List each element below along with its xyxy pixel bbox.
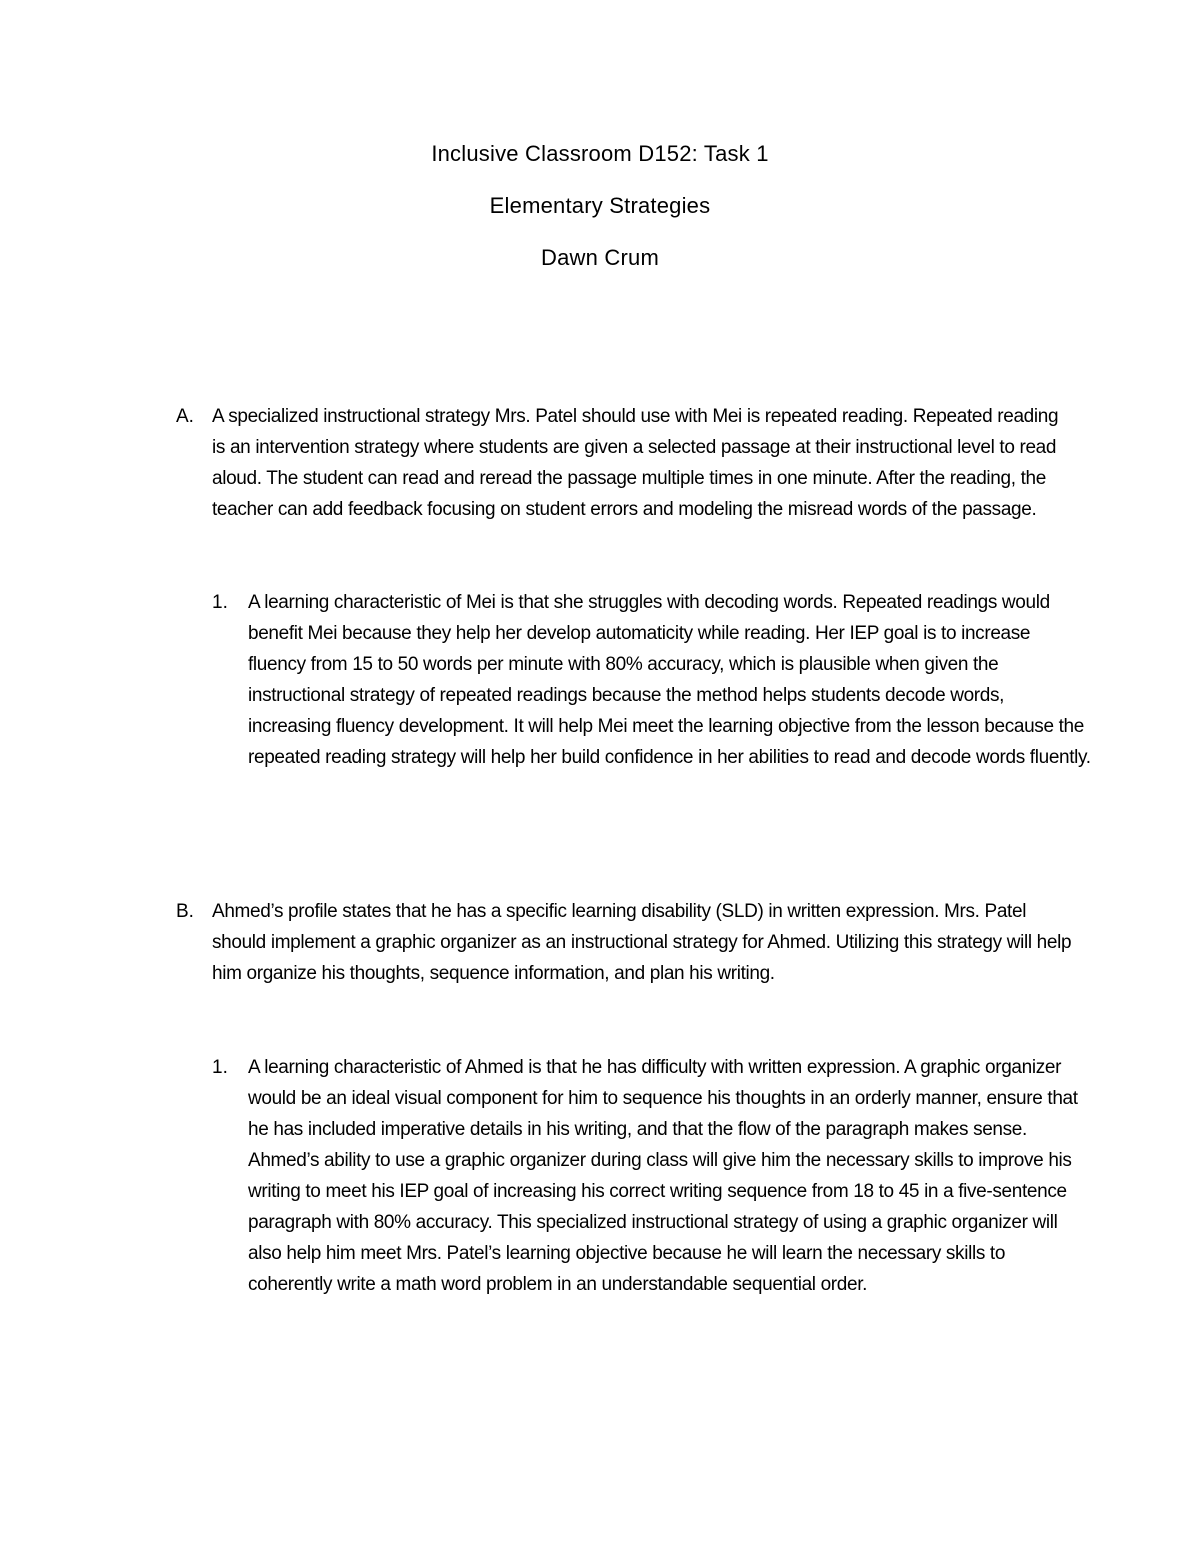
section-a-item-1-text: A learning characteristic of Mei is that she struggles with decoding words. Repeated readings would benefit Mei because they help her develop automaticity while reading. Her IEP goal is to increase fluency from 15 to 50 words per minute with 80% accuracy, which is plausible when given the instructional strategy of repeated readings because the method helps students decode words, increasing fluency development. It will help Mei meet the learning objective from the lesson because the repeated reading strategy will help her build confidence in her abilities to read and decode words fluently.	[248, 592, 1091, 768]
section-b-item-1-marker: 1.	[212, 1057, 228, 1078]
section-b-marker: B.	[176, 901, 194, 922]
section-a-text: A specialized instructional strategy Mrs. Patel should use with Mei is repeated reading. Repeated reading is an intervention strategy where students are given a selected passage at their instructional level to read aloud. The student can read and reread the passage multiple times in one minute. After the reading, the teacher can add feedback focusing on student errors and modeling the misread words of the passage.	[212, 406, 1059, 520]
document-author: Dawn Crum	[541, 245, 659, 270]
section-a-marker: A.	[176, 406, 194, 427]
document-title: Inclusive Classroom D152: Task 1	[431, 141, 769, 166]
section-a-item-1-marker: 1.	[212, 592, 228, 613]
section-b-item-1-text: A learning characteristic of Ahmed is that he has difficulty with written expression. A graphic organizer would be an ideal visual component for him to sequence his thoughts in an orderly manner, ensure that he has included imperative details in his writing, and that the flow of the paragraph makes sense. Ahmed’s ability to use a graphic organizer during class will give him the necessary skills to improve his writing to meet his IEP goal of increasing his correct writing sequence from 18 to 45 in a five-sentence paragraph with 80% accuracy. This specialized instructional strategy of using a graphic organizer will also help him meet Mrs. Patel’s learning objective because he will learn the necessary skills to coherently write a math word problem in an understandable sequential order.	[248, 1057, 1078, 1295]
title-block	[0, 141, 1200, 297]
section-b-text: Ahmed’s profile states that he has a specific learning disability (SLD) in written expression. Mrs. Patel should implement a graphic organizer as an instructional strategy for Ahmed. Utilizing this strategy will help him organize his thoughts, sequence information, and plan his writing.	[212, 901, 1072, 984]
document-subtitle: Elementary Strategies	[489, 193, 711, 218]
